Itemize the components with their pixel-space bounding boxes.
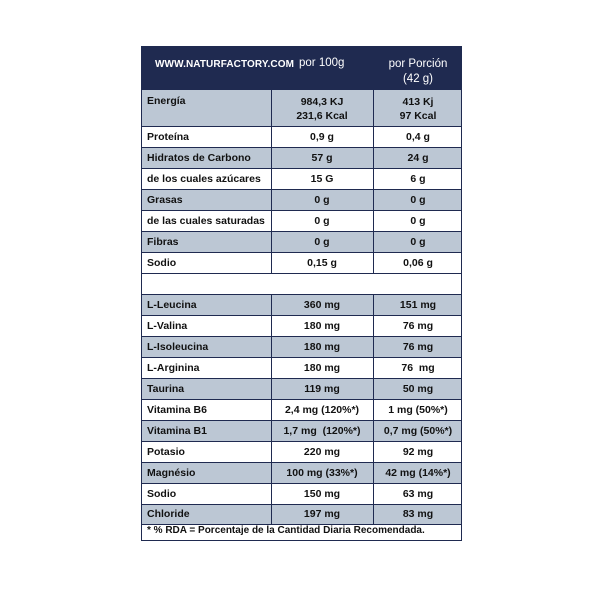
row-value-portion: 0,7 mg (50%*) <box>383 425 453 437</box>
energy-kj-100g: 984,3 KJ <box>300 96 344 108</box>
row-value-portion: 0,4 g <box>406 131 430 143</box>
row-value-100g: 360 mg <box>303 299 341 311</box>
row-divider <box>142 294 461 295</box>
row-value-portion: 24 g <box>407 152 429 164</box>
row-divider <box>142 420 461 421</box>
row-divider <box>142 441 461 442</box>
table-row <box>142 169 461 190</box>
rda-footnote: * % RDA = Porcentaje de la Cantidad Diaria Recomendada. <box>147 525 425 536</box>
row-divider <box>142 252 461 253</box>
row-value-portion: 0 g <box>410 236 426 248</box>
row-value-100g: 1,7 mg (120%*) <box>283 425 361 437</box>
table-row <box>142 90 461 127</box>
row-value-portion: 42 mg (14%*) <box>385 467 451 479</box>
row-label: Energía <box>147 95 186 107</box>
portion-header-line2: (42 g) <box>402 73 434 85</box>
row-value-portion: 76 mg <box>402 320 434 332</box>
row-value-100g: 0 g <box>314 215 330 227</box>
column-divider <box>271 90 272 274</box>
row-value-portion: 151 mg <box>399 299 437 311</box>
row-value-portion: 92 mg <box>402 446 434 458</box>
row-divider <box>142 378 461 379</box>
row-label: Taurina <box>147 383 185 395</box>
row-label: L-Valina <box>147 320 188 332</box>
table-row <box>142 463 461 484</box>
portion-header-line1: por Porción <box>388 58 448 70</box>
nutrition-table <box>141 46 462 541</box>
table-row <box>142 148 461 169</box>
row-divider <box>142 126 461 127</box>
row-label: Chloride <box>147 508 190 520</box>
column-header-100g: por 100g <box>299 57 345 69</box>
table-row <box>142 358 461 379</box>
table-row <box>142 232 461 253</box>
row-value-100g: 220 mg <box>303 446 341 458</box>
row-divider <box>142 189 461 190</box>
row-value-portion <box>374 95 462 123</box>
row-value-portion: 76 mg <box>401 362 435 374</box>
row-value-100g: 180 mg <box>303 362 341 374</box>
column-divider <box>373 90 374 274</box>
row-value-100g <box>272 95 372 123</box>
row-label: L-Isoleucina <box>147 341 209 353</box>
row-divider <box>142 462 461 463</box>
row-value-100g: 0 g <box>314 236 330 248</box>
table-row <box>142 337 461 358</box>
table-row <box>142 400 461 421</box>
table-row <box>142 442 461 463</box>
row-label: Hidratos de Carbono <box>147 152 251 164</box>
brand-url: WWW.NATURFACTORY.COM <box>155 59 295 70</box>
column-divider <box>373 295 374 524</box>
table-row <box>142 127 461 148</box>
table-row <box>142 253 461 274</box>
row-divider <box>142 147 461 148</box>
table-header <box>142 47 461 90</box>
row-label: Sodio <box>147 488 177 500</box>
energy-kcal-100g: 231,6 Kcal <box>296 110 348 122</box>
row-divider <box>142 483 461 484</box>
row-value-100g: 150 mg <box>303 488 341 500</box>
row-divider <box>142 504 461 505</box>
row-label: Potasio <box>147 446 185 458</box>
row-divider <box>142 315 461 316</box>
energy-kj-portion: 413 Kj <box>402 96 434 108</box>
row-value-100g: 0 g <box>314 194 330 206</box>
row-value-portion: 0 g <box>410 215 426 227</box>
row-divider <box>142 336 461 337</box>
row-value-portion: 63 mg <box>402 488 434 500</box>
row-label: Fibras <box>147 236 179 248</box>
row-value-portion: 6 g <box>410 173 426 185</box>
row-value-100g: 100 mg (33%*) <box>286 467 358 479</box>
row-divider <box>142 231 461 232</box>
row-value-portion: 83 mg <box>402 508 434 520</box>
table-row <box>142 421 461 442</box>
row-divider <box>142 168 461 169</box>
row-value-100g: 57 g <box>311 152 333 164</box>
row-divider <box>142 210 461 211</box>
column-divider <box>271 295 272 524</box>
table-row <box>142 295 461 316</box>
table-row <box>142 190 461 211</box>
row-divider <box>142 399 461 400</box>
row-label: Proteína <box>147 131 190 143</box>
column-header-portion <box>374 57 462 87</box>
row-divider <box>142 273 461 274</box>
row-value-portion: 50 mg <box>402 383 434 395</box>
table-row <box>142 211 461 232</box>
row-value-portion: 0 g <box>410 194 426 206</box>
row-label: Magnésio <box>147 467 196 479</box>
table-row <box>142 379 461 400</box>
row-value-100g: 2,4 mg (120%*) <box>284 404 360 416</box>
row-label: de los cuales azúcares <box>147 173 261 185</box>
row-label: L-Leucina <box>147 299 197 311</box>
row-label: Grasas <box>147 194 183 206</box>
row-value-100g: 119 mg <box>304 383 340 395</box>
row-value-portion: 0,06 g <box>403 257 433 269</box>
row-value-portion: 76 mg <box>402 341 434 353</box>
row-value-100g: 0,9 g <box>310 131 334 143</box>
row-label: Vitamina B1 <box>147 425 207 437</box>
row-value-100g: 180 mg <box>303 341 341 353</box>
table-row <box>142 484 461 505</box>
row-value-100g: 197 mg <box>303 508 341 520</box>
row-label: L-Arginina <box>147 362 200 374</box>
energy-kcal-portion: 97 Kcal <box>399 110 437 122</box>
table-row <box>142 505 461 524</box>
row-divider <box>142 357 461 358</box>
row-label: de las cuales saturadas <box>147 215 265 227</box>
row-value-100g: 0,15 g <box>307 257 337 269</box>
row-label: Vitamina B6 <box>147 404 207 416</box>
row-value-100g: 180 mg <box>303 320 341 332</box>
row-value-100g: 15 G <box>310 173 334 185</box>
row-value-portion: 1 mg (50%*) <box>388 404 448 416</box>
section-gap <box>142 274 461 295</box>
row-label: Sodio <box>147 257 177 269</box>
table-row <box>142 316 461 337</box>
